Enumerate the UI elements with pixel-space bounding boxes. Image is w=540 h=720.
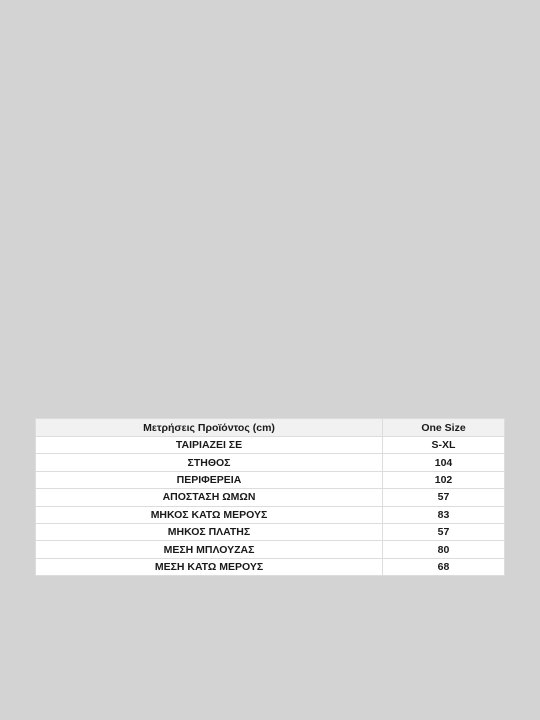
table-row [36,489,505,506]
table-row [36,471,505,488]
row-label: ΠΕΡΙΦΕΡΕΙΑ [36,471,383,488]
row-label: ΑΠΟΣΤΑΣΗ ΩΜΩΝ [36,489,383,506]
row-label: ΜΕΣΗ ΚΑΤΩ ΜΕΡΟΥΣ [36,558,383,575]
row-label: ΜΗΚΟΣ ΠΛΑΤΗΣ [36,523,383,540]
header-row [36,419,505,437]
size-chart-table [35,418,505,576]
row-value: S-XL [383,437,505,454]
header-one-size: One Size [383,419,505,437]
row-value: 102 [383,471,505,488]
row-value: 57 [383,489,505,506]
header-measurements: Μετρήσεις Προϊόντος (cm) [36,419,383,437]
table-row [36,454,505,471]
row-label: ΤΑΙΡΙΑΖΕΙ ΣΕ [36,437,383,454]
row-value: 104 [383,454,505,471]
table-row [36,558,505,575]
table-row [36,437,505,454]
table-body [36,437,505,576]
row-value: 68 [383,558,505,575]
row-value: 80 [383,541,505,558]
table-row [36,523,505,540]
table-header [36,419,505,437]
row-label: ΜΗΚΟΣ ΚΑΤΩ ΜΕΡΟΥΣ [36,506,383,523]
row-label: ΣΤΗΘΟΣ [36,454,383,471]
table-row [36,541,505,558]
row-value: 83 [383,506,505,523]
row-value: 57 [383,523,505,540]
table-row [36,506,505,523]
row-label: ΜΕΣΗ ΜΠΛΟΥΖΑΣ [36,541,383,558]
